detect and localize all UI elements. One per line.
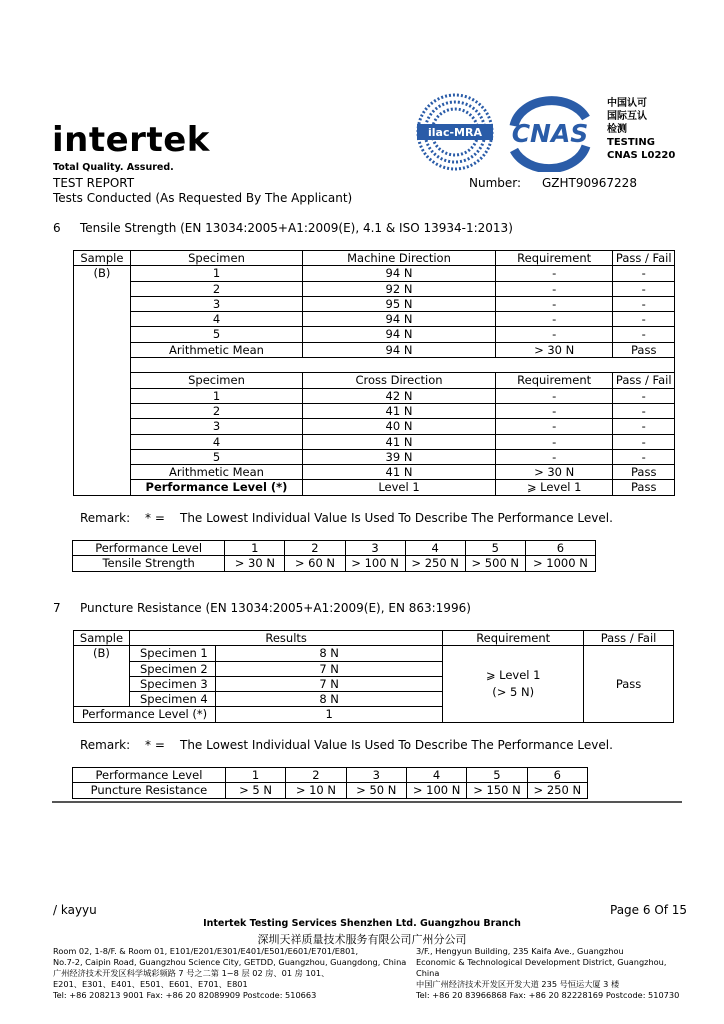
address-line: 中国广州经济技术开发区开发大道 235 号恒运大厦 3 楼 — [416, 979, 620, 989]
company-name-cn: 深圳天祥质量技术服务有限公司广州分公司 — [257, 933, 467, 946]
table-cell: 94 N — [303, 312, 496, 327]
brand-name: intertek — [52, 120, 210, 160]
table-cell: > 500 N — [465, 556, 525, 571]
table-header-row — [74, 251, 675, 266]
table-row — [73, 783, 588, 798]
requirement-level: ⩾ Level 1 — [485, 668, 541, 683]
table-cell: 3 — [130, 296, 302, 311]
ilac-globe-icon — [415, 92, 495, 172]
section-divider — [52, 801, 682, 803]
table-row — [74, 296, 675, 311]
table-cell: Pass — [613, 342, 675, 357]
table-cell: 5 — [130, 327, 302, 342]
table-cell: - — [495, 327, 613, 342]
table-cell: 94 N — [303, 327, 496, 342]
table-cell: - — [495, 296, 613, 311]
table-cell: > 250 N — [527, 783, 587, 798]
remark-mark: * = — [145, 511, 165, 525]
accreditation-line: 国际互认 — [607, 111, 647, 122]
table-cell: - — [613, 449, 675, 464]
contact-line: Tel: +86 20 83966868 Fax: +86 20 82228169 Postcode: 510730 — [416, 990, 680, 1000]
section-title: Tensile Strength (EN 13034:2005+A1:2009(E), 4.1 & ISO 13934-1:2013) — [80, 221, 513, 235]
column-header: Specimen — [130, 373, 302, 388]
address-line: China — [416, 968, 440, 978]
column-header: 3 — [345, 541, 405, 556]
table-spacer-row — [74, 358, 675, 373]
address-line: 广州经济技术开发区科学城彩频路 7 号之二第 1−8 层 02 房、01 房 101、 — [53, 968, 330, 978]
performance-level-row — [74, 480, 675, 495]
table-cell: Arithmetic Mean — [130, 465, 302, 480]
svg-text:CNAS: CNAS — [511, 119, 589, 148]
address-line: Room 02, 1-8/F. & Room 01, E101/E201/E301/E401/E501/E601/E701/E801, — [53, 946, 359, 956]
table-header-row — [74, 631, 674, 646]
table-header-row — [73, 768, 588, 783]
accreditation-text — [607, 97, 675, 162]
report-number-value: GZHT90967228 — [542, 176, 637, 190]
accreditation-line: 检测 — [607, 124, 627, 135]
pass-fail-cell: Pass — [584, 646, 674, 722]
address-line: E201、E301、E401、E501、E601、E701、E801 — [53, 979, 248, 989]
column-header: 3 — [346, 768, 406, 783]
table-cell: Level 1 — [303, 480, 496, 495]
table-cell: > 100 N — [345, 556, 405, 571]
table-cell: - — [495, 281, 613, 296]
table-cell: 95 N — [303, 296, 496, 311]
table-cell: > 50 N — [346, 783, 406, 798]
table-cell: Performance Level (*) — [130, 480, 302, 495]
table-cell: 41 N — [303, 465, 496, 480]
table-row — [74, 388, 675, 403]
cnas-logo — [504, 96, 596, 172]
table-cell: ⩾ Level 1 — [495, 480, 613, 495]
signer: / kayyu — [53, 903, 97, 917]
column-header: 5 — [467, 768, 527, 783]
column-header: Cross Direction — [303, 373, 496, 388]
table-cell: - — [613, 266, 675, 281]
column-header: 1 — [225, 541, 285, 556]
table-cell: 94 N — [303, 342, 496, 357]
column-header: 2 — [285, 541, 345, 556]
column-header: Results — [129, 631, 442, 646]
table-row — [74, 465, 675, 480]
remark-text: The Lowest Individual Value Is Used To Describe The Performance Level. — [180, 738, 613, 752]
accreditation-line: CNAS L0220 — [607, 150, 676, 161]
table-cell: Specimen 3 — [129, 676, 215, 691]
table-row — [74, 327, 675, 342]
table-cell: - — [613, 296, 675, 311]
column-header: 4 — [406, 768, 466, 783]
column-header: Specimen — [130, 251, 302, 266]
table-cell: - — [613, 281, 675, 296]
puncture-resistance-table — [73, 630, 674, 723]
table-cell: Tensile Strength — [73, 556, 225, 571]
footer-address-right — [416, 946, 706, 1001]
table-cell: 4 — [130, 434, 302, 449]
accreditation-line: 中国认可 — [607, 98, 647, 109]
table-cell: - — [613, 312, 675, 327]
report-title: TEST REPORT — [53, 176, 135, 190]
column-header: Sample — [74, 251, 131, 266]
table-cell: 1 — [215, 707, 442, 722]
tensile-level-table — [72, 540, 596, 572]
column-header: 2 — [286, 768, 346, 783]
sample-id: (B) — [74, 646, 130, 707]
column-header: Machine Direction — [303, 251, 496, 266]
table-cell: 7 N — [215, 676, 442, 691]
table-cell: Pass — [613, 480, 675, 495]
table-cell: Specimen 2 — [129, 661, 215, 676]
column-header: Performance Level — [73, 768, 226, 783]
table-cell: - — [495, 419, 613, 434]
table-cell: - — [495, 434, 613, 449]
table-cell: > 250 N — [405, 556, 465, 571]
column-header: 6 — [527, 768, 587, 783]
column-header: Sample — [74, 631, 130, 646]
table-row — [74, 342, 675, 357]
table-cell: > 10 N — [286, 783, 346, 798]
table-cell: 4 — [130, 312, 302, 327]
table-row — [74, 312, 675, 327]
table-row — [73, 556, 596, 571]
table-cell: 1 — [130, 266, 302, 281]
table-row — [74, 449, 675, 464]
table-header-row — [74, 373, 675, 388]
tensile-strength-table — [73, 250, 675, 496]
table-cell: Specimen 1 — [129, 646, 215, 661]
column-header: Performance Level — [73, 541, 225, 556]
table-cell: > 30 N — [495, 465, 613, 480]
requirement-value: (> 5 N) — [492, 685, 535, 700]
table-cell: > 150 N — [467, 783, 527, 798]
table-row — [74, 266, 675, 281]
report-number-label: Number: — [469, 176, 522, 190]
remark-mark: * = — [145, 738, 165, 752]
table-cell: - — [495, 266, 613, 281]
intertek-logo — [52, 120, 210, 160]
accreditation-line: TESTING — [607, 137, 655, 148]
brand-tagline: Total Quality. Assured. — [53, 162, 174, 173]
section-number: 7 — [53, 601, 61, 615]
page-number: Page 6 Of 15 — [610, 903, 688, 917]
column-header: Pass / Fail — [584, 631, 674, 646]
table-cell: 2 — [130, 281, 302, 296]
table-cell: 1 — [130, 388, 302, 403]
table-cell: 41 N — [303, 434, 496, 449]
sample-id: (B) — [74, 266, 131, 495]
table-cell: 92 N — [303, 281, 496, 296]
table-cell: 3 — [130, 419, 302, 434]
table-cell: 5 — [130, 449, 302, 464]
table-row — [74, 281, 675, 296]
table-cell: - — [495, 403, 613, 418]
column-header: Requirement — [443, 631, 584, 646]
table-cell: > 5 N — [225, 783, 285, 798]
remark-text: The Lowest Individual Value Is Used To Describe The Performance Level. — [180, 511, 613, 525]
table-row — [74, 646, 674, 661]
table-cell: - — [613, 327, 675, 342]
table-cell: - — [495, 388, 613, 403]
table-cell: 2 — [130, 403, 302, 418]
table-cell: > 30 N — [495, 342, 613, 357]
contact-line: Tel: +86 208213 9001 Fax: +86 20 82089909 Postcode: 510663 — [53, 990, 317, 1000]
address-line: 3/F., Hengyun Building, 235 Kaifa Ave., Guangzhou — [416, 946, 624, 956]
column-header: 6 — [525, 541, 595, 556]
table-cell: 94 N — [303, 266, 496, 281]
table-row — [74, 403, 675, 418]
table-cell: Pass — [613, 465, 675, 480]
table-cell: - — [495, 449, 613, 464]
ilac-mra-logo — [415, 92, 495, 172]
table-cell: > 1000 N — [525, 556, 595, 571]
table-cell: - — [613, 434, 675, 449]
table-cell: 42 N — [303, 388, 496, 403]
footer-address-left — [53, 946, 413, 1001]
remark-label: Remark: — [80, 738, 131, 752]
column-header: Requirement — [495, 251, 613, 266]
column-header: 5 — [465, 541, 525, 556]
column-header: Pass / Fail — [613, 373, 675, 388]
table-cell: 39 N — [303, 449, 496, 464]
table-cell: Puncture Resistance — [73, 783, 226, 798]
table-cell: - — [613, 419, 675, 434]
table-cell: 8 N — [215, 692, 442, 707]
column-header: 4 — [405, 541, 465, 556]
table-cell: > 30 N — [225, 556, 285, 571]
puncture-level-table — [72, 767, 588, 799]
table-cell: 7 N — [215, 661, 442, 676]
svg-text:ilac-MRA: ilac-MRA — [428, 126, 482, 139]
table-cell: Specimen 4 — [129, 692, 215, 707]
remark-label: Remark: — [80, 511, 131, 525]
table-cell: 40 N — [303, 419, 496, 434]
section-title: Puncture Resistance (EN 13034:2005+A1:2009(E), EN 863:1996) — [80, 601, 471, 615]
company-name: Intertek Testing Services Shenzhen Ltd. Guangzhou Branch — [203, 918, 521, 929]
table-cell: 8 N — [215, 646, 442, 661]
table-cell: Arithmetic Mean — [130, 342, 302, 357]
table-row — [74, 419, 675, 434]
table-cell: - — [613, 403, 675, 418]
table-row — [74, 434, 675, 449]
column-header: Pass / Fail — [613, 251, 675, 266]
cnas-emblem-icon — [504, 96, 596, 172]
address-line: Economic & Technological Development District, Guangzhou, — [416, 957, 667, 967]
table-cell: Performance Level (*) — [74, 707, 216, 722]
column-header: 1 — [225, 768, 285, 783]
table-cell: - — [613, 388, 675, 403]
requirement-cell — [443, 646, 584, 722]
report-subtitle: Tests Conducted (As Requested By The Applicant) — [53, 191, 353, 205]
address-line: No.7-2, Caipin Road, Guangzhou Science City, GETDD, Guangzhou, Guangdong, China — [53, 957, 407, 967]
table-header-row — [73, 541, 596, 556]
section-number: 6 — [53, 221, 61, 235]
column-header: Requirement — [495, 373, 613, 388]
table-cell: 41 N — [303, 403, 496, 418]
table-cell: > 60 N — [285, 556, 345, 571]
table-cell: - — [495, 312, 613, 327]
table-cell: > 100 N — [406, 783, 466, 798]
